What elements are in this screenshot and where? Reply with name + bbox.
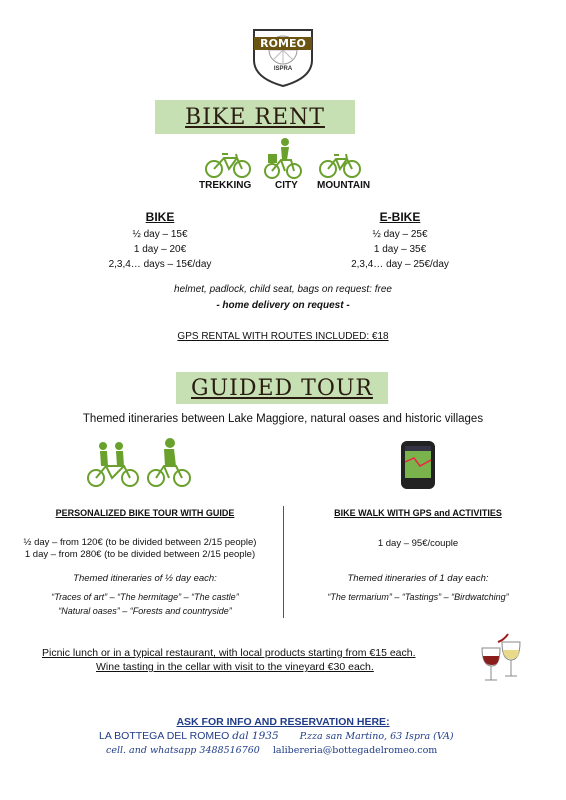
logo-name: ROMEO: [260, 37, 306, 50]
email-link[interactable]: lalibereria@bottegadelromeo.com: [272, 745, 438, 756]
cyclist-icon: [146, 436, 192, 488]
gps-device-icon: [400, 440, 436, 490]
guided-tour-intro: Themed itineraries between Lake Maggiore, natural oases and historic villages: [82, 413, 484, 425]
half-day-themed-label: Themed itineraries of ½ day each:: [73, 573, 217, 584]
delivery-text: - home delivery on request -: [216, 300, 350, 311]
footer-line-1: [99, 730, 519, 742]
half-day-itineraries-1: “Traces of art” – “The hermitage” – “The castle”: [51, 592, 239, 602]
phone-text: cell. and whatsapp 3488516760: [106, 745, 260, 756]
bike-price-column: [100, 210, 220, 272]
trekking-bike-icon: [204, 150, 252, 178]
picnic-text: Picnic lunch or in a typical restaurant, with local products starting from €15 each.: [42, 647, 416, 659]
footer-line-2: [106, 745, 526, 756]
ebike-price-line: 1 day – 35€: [373, 244, 427, 255]
mountain-bike-icon: [318, 150, 362, 178]
bike-rent-banner: BIKE RENT: [155, 100, 355, 134]
ebike-price-column: [340, 210, 460, 272]
bike-price-line: 1 day – 20€: [133, 244, 187, 255]
ebike-price-line: 2,3,4… day – 25€/day: [351, 259, 449, 270]
bike-walk-price: 1 day – 95€/couple: [377, 538, 459, 549]
bike-heading: BIKE: [145, 210, 175, 224]
guided-tour-banner: GUIDED TOUR: [176, 372, 388, 404]
full-day-itineraries: “The termarium” – “Tastings” – “Birdwatching”: [327, 592, 509, 602]
label-mountain: MOUNTAIN: [317, 180, 371, 191]
full-day-themed-label: Themed itineraries of 1 day each:: [347, 573, 489, 584]
wine-glasses-icon: [478, 632, 524, 686]
bike-price-line: 2,3,4… days – 15€/day: [108, 259, 212, 270]
logo: [248, 26, 318, 88]
price-line: 1 day – from 280€ (to be divided between 2/15 people): [24, 549, 256, 560]
ebike-heading: E-BIKE: [379, 210, 421, 224]
price-line: ½ day – from 120€ (to be divided between 2/15 people): [23, 537, 257, 548]
column-divider: [283, 506, 284, 618]
tandem-bike-icon: [86, 438, 140, 488]
ebike-price-line: ½ day – 25€: [372, 229, 428, 240]
label-city: CITY: [275, 180, 298, 191]
shop-address: P.zza san Martino, 63 Ispra (VA): [299, 731, 454, 742]
city-bike-icon: [263, 136, 303, 180]
personalized-tour-heading: PERSONALIZED BIKE TOUR WITH GUIDE: [55, 508, 235, 518]
half-day-itineraries-2: “Natural oases” – “Forests and countryside”: [58, 606, 232, 616]
shop-name: LA BOTTEGA DEL ROMEO: [99, 730, 230, 742]
personalized-tour-prices: [0, 537, 280, 561]
logo-sub: ISPRA: [273, 66, 293, 72]
shop-since: dal 1935: [232, 730, 279, 742]
bike-walk-heading: BIKE WALK WITH GPS and ACTIVITIES: [334, 508, 502, 518]
ask-info-text: ASK FOR INFO AND RESERVATION HERE:: [176, 716, 390, 728]
label-trekking: TREKKING: [199, 180, 252, 191]
gps-rental-text: GPS RENTAL WITH ROUTES INCLUDED: €18: [177, 331, 389, 342]
wine-text: Wine tasting in the cellar with visit to the vineyard €30 each.: [96, 661, 374, 673]
logo-shield-icon: [248, 26, 318, 88]
extras-text: helmet, padlock, child seat, bags on request: free: [174, 284, 392, 295]
bike-price-line: ½ day – 15€: [132, 229, 188, 240]
